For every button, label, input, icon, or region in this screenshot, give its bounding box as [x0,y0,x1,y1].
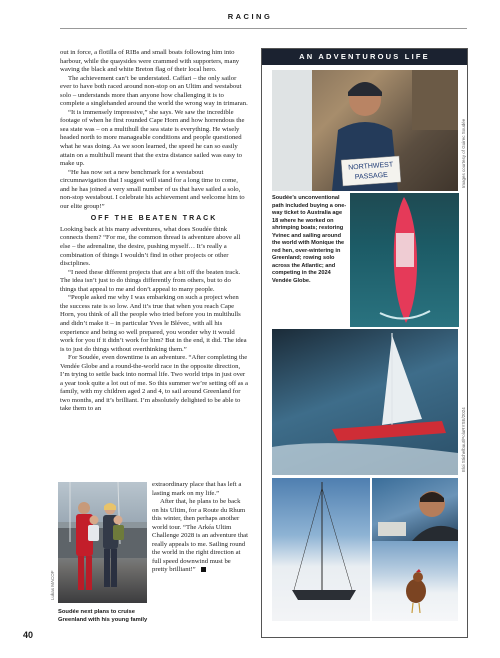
photo-caption: Soudée next plans to cruise Greenland with his young family [58,609,148,623]
trimaran-photo [272,329,458,475]
page-number: 40 [23,630,34,640]
family-photo [58,482,147,603]
hen-photo [372,541,458,621]
section-header: RACING [227,12,273,21]
article-wrap-text [152,481,248,575]
paragraph: “He has now set a new benchmark for a westabout circumnavigation that I suggest will stand for a long time to come, and he has joined a very small number of us that have sailed a solo, non-stop westabout. I celebrate his achievement and welcome him to our elite group!” [60,168,245,210]
paragraph [152,498,248,575]
photo-credit: Images courtesy of Guirec Soudée [461,118,466,188]
photo-credit: Eloi Stichelbaut/PolaRYSE/2024 [461,407,466,472]
photo-credit: Lukas MACOF [50,570,55,600]
paragraph-text: After that, he plans to be back on his Ultim, for a Route du Rhum this winter, then perhaps another world tour. “The Arkéa Ultim Challenge 2028 is an adventure that really appeals to me. Sailing round the world in the right direction at full speed downwind must be pretty brilliant!” [152,498,249,574]
paragraph: out in force, a flotilla of RIBs and small boats following him into harbour, while the quaysides were crammed with supporters, many waving the black and white Breton flag of their local hero. [60,49,240,74]
sidebar-caption: Soudée’s unconventional path included buying a one-way ticket to Australia age 18 where he worked on shrimping boats; restoring Yvinec and sailing around the world with Monique the red hen, over-wintering in Greenland; rowing solo across the Atlantic; and competing in the 2024 Vendée Globe. [272,195,347,284]
header-rule [60,28,467,29]
paragraph: For Soudée, even downtime is an adventure. “After completing the Vendée Globe and a round-the-world race in the opposite direction, I’m trying to settle back into normal life. Two world trips in just over a year took quite a lot out of me. So this summer we’re setting off as a family, with my children aged 2 and 4, to sail around Greenland for two months, and it’s brilliant. I’m absolutely delighted to be able to take them to an [60,354,249,413]
svg-text:NORTHWEST: NORTHWEST [348,161,394,172]
portrait-photo [272,70,458,191]
sidebar-title: AN ADVENTUROUS LIFE [262,49,467,65]
paragraph: “I need these different projects that are a bit off the beaten track. The idea isn’t just to do things differently from others, but to do things that appeal to me and don’t appeal to many people. [60,268,241,293]
paragraph: “People asked me why I was embarking on such a project when the success rate is so low. And it’s true that when you reach Cape Horn, you think of all the people who tried before you in multihulls and didn’t make it – in particular Yves le Blévec, with all his experience and being so well prepared, you wonder why it would work for you if it didn’t work for him? But in the end, it did. The idea is to just do things without overthinking them.” [60,294,247,353]
article-subhead: OFF THE BEATEN TRACK [90,215,218,223]
end-mark [201,567,206,572]
paragraph: Looking back at his many adventures, what does Soudée think connects them? “For me, the common thread is adventure above all else – the adrenaline, the desire, pushing myself… It’s really a combination of things I wouldn’t find in other projects or other disciplines. [60,225,241,268]
paragraph: The achievement can’t be understated. Caffari – the only sailor ever to have both raced around non-stop on an Ultim and westabout solo – understands more than anyone how challenging it is to complete a singlehanded around the world the wrong way in trimaran. [60,74,248,108]
paragraph: “It is immensely impressive,” she says. We saw the incredible footage of when he first rounded Cape Horn and how horrendous the sea state was – on a multihull the sea state is everything. He wisely headed north to more manageable conditions and people questioned what he was doing. As we soon learned, the speed he can so easily attain on a multihull meant that the extra distance sailed was easy to make up. [60,108,245,168]
paragraph: extraordinary place that has left a lasting mark on my life.” [152,481,242,497]
rowing-boat-photo [350,193,459,327]
svg-text:PASSAGE: PASSAGE [354,171,389,182]
sailboat-ice-photo [272,478,370,621]
article-body [60,49,248,414]
selfie-photo [372,478,458,541]
